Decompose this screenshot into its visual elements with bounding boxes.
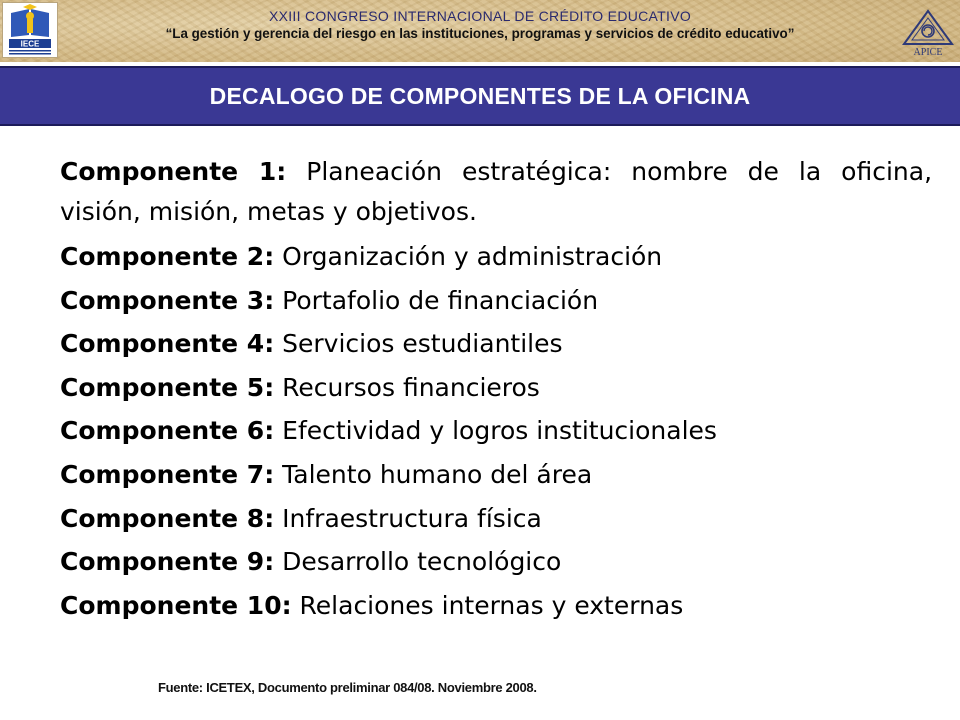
component-text: Recursos financieros [282,372,540,402]
component-label: Componente 8: [60,503,275,533]
list-item [60,453,932,497]
component-label: Componente 10: [60,590,292,620]
component-text: Servicios estudiantiles [282,329,563,359]
iece-logo-text: IECE [20,39,40,49]
list-item [60,235,932,279]
component-label: Componente 5: [60,372,275,402]
component-label: Componente 2: [60,242,275,271]
list-item [60,279,932,323]
conference-title: XXIII CONGRESO INTERNACIONAL DE CRÉDITO EDUCATIVO [268,8,692,24]
component-label: Componente 9: [60,547,275,577]
list-item [60,366,932,410]
component-label: Componente 4: [60,329,275,359]
component-label: Componente 7: [60,459,275,489]
source-citation: Fuente: ICETEX, Documento preliminar 084/08. Noviembre 2008. [158,680,537,695]
apice-logo-icon [900,8,956,58]
component-text: Relaciones internas y externas [299,590,684,620]
list-item [60,540,932,584]
components-list [60,152,932,627]
apice-logo-text: APICE [913,47,943,58]
list-item [60,152,932,232]
component-text: Efectividad y logros institucionales [282,416,717,446]
component-text: Desarrollo tecnológico [282,547,562,577]
apice-logo [900,8,956,58]
component-text: Planeación estratégica: nombre de la oficina, visión, misión, metas y objetivos. [60,157,933,226]
component-label: Componente 6: [60,416,275,446]
component-text: Talento humano del área [282,459,593,489]
list-item [60,497,932,541]
list-item [60,409,932,453]
component-label: Componente 1: [60,157,287,186]
slide-header [0,0,960,62]
conference-subtitle: “La gestión y gerencia del riesgo en las instituciones, programas y servicios de crédito educativo” [165,26,795,41]
component-text: Portafolio de financiación [282,285,599,315]
list-item [60,322,932,366]
iece-logo [2,2,58,58]
section-banner [0,66,960,126]
component-text: Organización y administración [282,242,663,271]
iece-logo-icon [3,3,57,57]
page-title: DECALOGO DE COMPONENTES DE LA OFICINA [209,83,751,109]
component-label: Componente 3: [60,285,275,315]
component-text: Infraestructura física [282,503,542,533]
list-item [60,584,932,628]
